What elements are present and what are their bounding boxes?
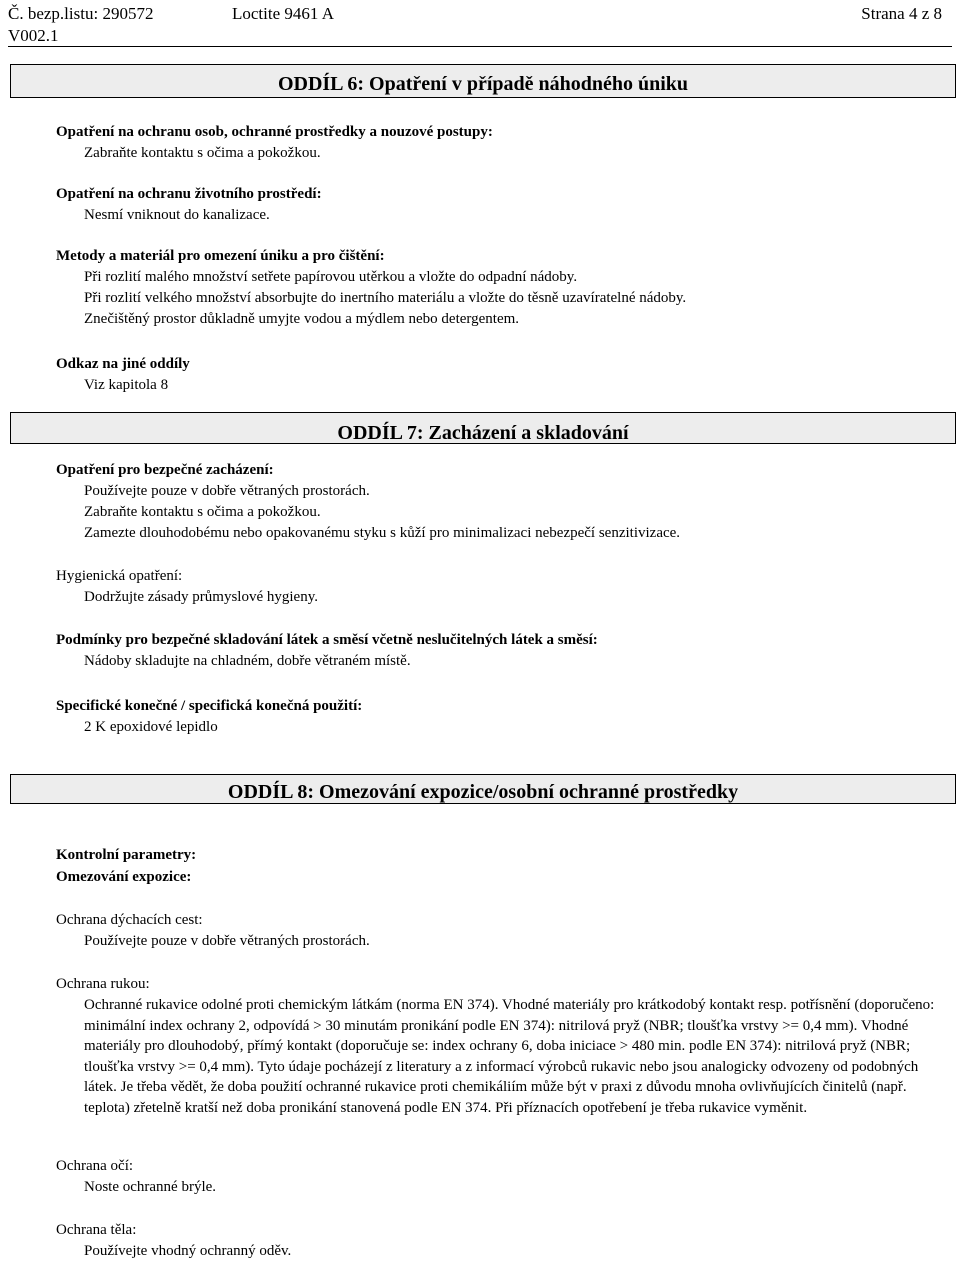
personal-text: Zabraňte kontaktu s očima a pokožkou.: [84, 145, 321, 161]
safe-block: [56, 460, 940, 544]
methods-line: Při rozlití malého množství setřete papírovou utěrkou a vložte do odpadní nádoby.: [84, 269, 578, 285]
body-text: Používejte vhodný ochranný oděv.: [84, 1243, 292, 1259]
storage-label: Podmínky pro bezpečné skladování látek a směsí včetně neslučitelných látek a směsí:: [56, 632, 598, 648]
resp-text: Používejte pouze v dobře větraných prostorách.: [84, 933, 370, 949]
resp-block: [56, 910, 940, 952]
storage-block: [56, 630, 940, 672]
control-block: [56, 844, 940, 888]
eye-text: Noste ochranné brýle.: [84, 1179, 217, 1195]
methods-block: [56, 246, 940, 330]
hand-text: Ochranné rukavice odolné proti chemickým látkám (norma EN 374). Vhodné materiály pro krátkodobý kontakt resp. potřísnění (doporučeno: minimální index ochrany 2, odpovídá > 30 minutám pronikání podle EN 374): nitrilová pryž (NBR; tloušťka vrstvy >= 0,4 mm). Vhodné materiály pro dlouhodobý, přímý kontakt (doporučuje se: index ochrany 6, doba iniciace > 480 min. podle EN 374): nitrilová pryž (NBR; tloušťka vrstvy >= 0,4 mm). Tyto údaje pocházejí z literatury a z informací výrobců rukavic nebo jsou analogicky odvozeny od podobných látek. Je třeba vědět, že doba použití ochranné rukavice proti chemikáliím může být v praxi z důvodu mnoha ovlivňujících činitelů (např. teplota) zřetelně kratší než doba pronikání stanovená podle EN 374. Při příznacích opotřebení je třeba rukavice vyměnit.: [84, 997, 935, 1116]
specific-label: Specifické konečné / specifická konečná použití:: [56, 698, 363, 714]
section-7-heading: [10, 412, 956, 444]
env-label: Opatření na ochranu životního prostředí:: [56, 186, 322, 202]
methods-label: Metody a materiál pro omezení úniku a pro čištění:: [56, 248, 385, 264]
safe-line: Zamezte dlouhodobému nebo opakovanému styku s kůží pro minimalizaci nebezpečí senzitivizace.: [84, 525, 681, 541]
safe-line: Zabraňte kontaktu s očima a pokožkou.: [84, 504, 321, 520]
eye-label: Ochrana očí:: [56, 1158, 134, 1174]
hygiene-text: Dodržujte zásady průmyslové hygieny.: [84, 589, 318, 605]
methods-line: Znečištěný prostor důkladně umyjte vodou a mýdlem nebo detergentem.: [84, 311, 520, 327]
env-text: Nesmí vniknout do kanalizace.: [84, 207, 270, 223]
section-6-body: [56, 122, 940, 164]
section-6-title: ODDÍL 6: Opatření v případě náhodného úniku: [277, 73, 689, 95]
ref-text: Viz kapitola 8: [84, 377, 169, 393]
specific-text: 2 K epoxidové lepidlo: [84, 719, 218, 735]
storage-text: Nádoby skladujte na chladném, dobře větraném místě.: [84, 653, 411, 669]
product-name: Loctite 9461 A: [232, 4, 334, 23]
section-6-heading: [10, 64, 956, 98]
doc-number: Č. bezp.listu: 290572: [8, 4, 154, 23]
personal-label: Opatření na ochranu osob, ochranné prostředky a nouzové postupy:: [56, 124, 493, 140]
ref-block: [56, 354, 940, 396]
safe-label: Opatření pro bezpečné zacházení:: [56, 462, 274, 478]
page-number: Strana 4 z 8: [861, 4, 942, 23]
hygiene-label: Hygienická opatření:: [56, 568, 183, 584]
section-8-heading: [10, 774, 956, 804]
eye-block: [56, 1156, 940, 1198]
safe-line: Používejte pouze v dobře větraných prostorách.: [84, 483, 370, 499]
exposure-label: Omezování expozice:: [56, 869, 192, 885]
hand-block: [56, 974, 940, 1118]
version: V002.1: [8, 26, 59, 45]
section-7-title: ODDÍL 7: Zacházení a skladování: [337, 422, 629, 444]
resp-label: Ochrana dýchacích cest:: [56, 912, 203, 928]
hand-label: Ochrana rukou:: [56, 976, 150, 992]
control-label: Kontrolní parametry:: [56, 847, 197, 863]
hygiene-block: [56, 566, 940, 608]
body-block: [56, 1220, 940, 1262]
body-label: Ochrana těla:: [56, 1222, 137, 1238]
env-block: [56, 184, 940, 226]
specific-block: [56, 696, 940, 738]
section-8-title: ODDÍL 8: Omezování expozice/osobní ochranné prostředky: [227, 781, 739, 803]
ref-label: Odkaz na jiné oddíly: [56, 356, 190, 372]
methods-line: Při rozlití velkého množství absorbujte do inertního materiálu a vložte do těsně uzavíratelné nádoby.: [84, 290, 687, 306]
page-header: [8, 4, 952, 47]
